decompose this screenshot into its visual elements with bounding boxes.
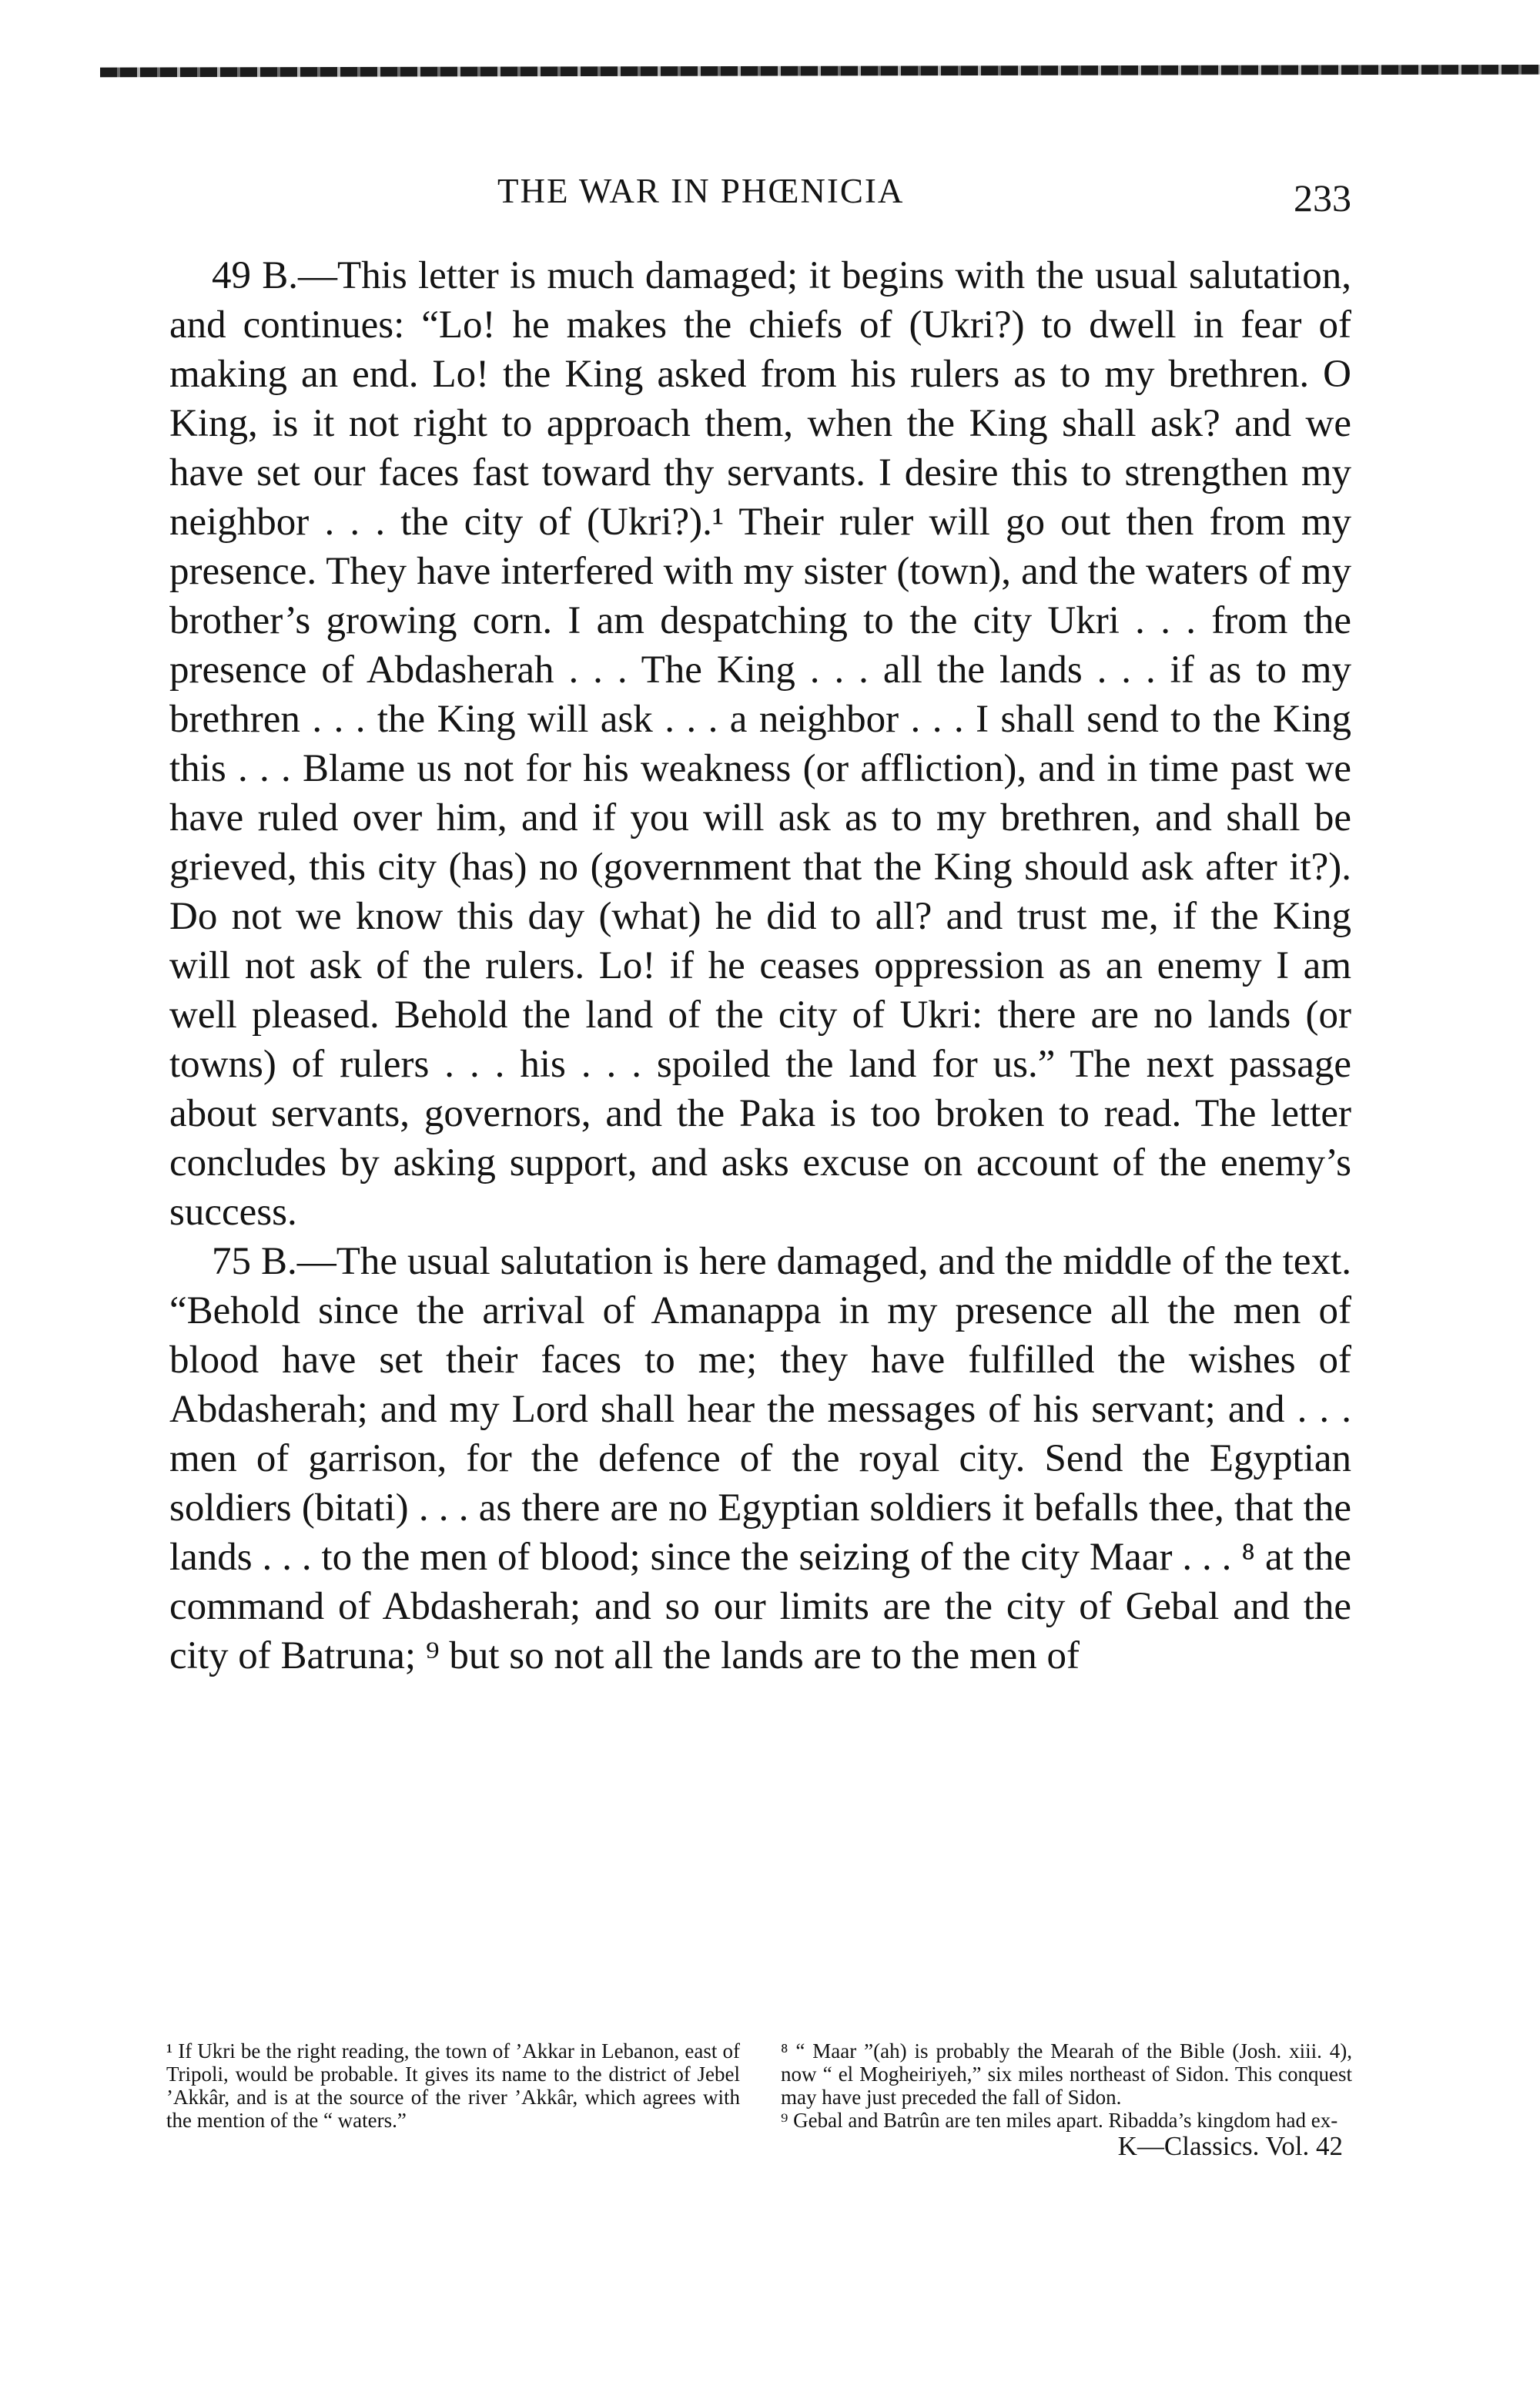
signature-mark: K—Classics. Vol. 42 — [1117, 2131, 1343, 2161]
footnote-right-column — [781, 2039, 1352, 2161]
footnote-8: ⁸ “ Maar ”(ah) is probably the Mearah of the Bible (Josh. xiii. 4), now “ el Mogheiriyeh,” six miles northeast of Sidon. This conquest may have just preceded the fall of Sidon. — [781, 2039, 1352, 2109]
footnote-9: ⁹ Gebal and Batrûn are ten miles apart. Ribadda’s kingdom had ex- — [781, 2109, 1338, 2132]
page-number: 233 — [1294, 176, 1351, 219]
paragraph-49b: 49 B.—This letter is much damaged; it begins with the usual salutation, and continues: “Lo! he makes the chiefs of (Ukri?) to dwell in fear of making an end. Lo! the King asked from his rulers as to my brethren. O King, is it not right to approach them, when the King shall ask? and we have set our faces fast toward thy servants. I desire this to strengthen my neighbor . . . the city of (Ukri?).¹ Their ruler will go out then from my presence. They have interfered with my sister (town), and the waters of my brother’s growing corn. I am despatching to the city Ukri . . . from the presence of Abdasherah . . . The King . . . all the lands . . . if as to my brethren . . . the King will ask . . . a neighbor . . . I shall send to the King this . . . Blame us not for his weakness (or affliction), and in time past we have ruled over him, and if you will ask as to my brethren, and shall be grieved, this city (has) no (government that the King should ask after it?). Do not we know this day (what) he did to all? and trust me, if the King will not ask of the rulers. Lo! if he ceases oppression as an enemy I am well pleased. Behold the land of the city of Ukri: there are no lands (or towns) of rulers . . . his . . . spoiled the land for us.” The next passage about servants, governors, and the Paka is too broken to read. The letter concludes by asking support, and asks excuse on account of the enemy’s success. — [169, 254, 1351, 1234]
body-text — [169, 251, 1351, 1681]
paragraph-75b: 75 B.—The usual salutation is here damaged, and the middle of the text. “Behold since the arrival of Amanappa in my presence all the men of blood have set their faces to me; they have fulfilled the wishes of Abdasherah; and my Lord shall hear the messages of his servant; and . . . men of garrison, for the defence of the royal city. Send the Egyptian soldiers (bitati) . . . as there are no Egyptian soldiers it befalls thee, that the lands . . . to the men of blood; since the seizing of the city Maar . . . ⁸ at the command of Abdasherah; and so our limits are the city of Gebal and the city of Batruna; ⁹ but so not all the lands are to the men of — [169, 1240, 1351, 1677]
running-head — [169, 171, 1351, 225]
running-title: THE WAR IN PHŒNICIA — [497, 172, 905, 210]
scanned-page-edge — [100, 65, 1540, 79]
footnote-1: ¹ If Ukri be the right reading, the town of ’Akkar in Lebanon, east of Tripoli, would be probable. It gives its name to the district of Jebel ’Akkâr, and is at the source of the river ’Akkâr, which agrees with the mention of the “ waters.” — [166, 2039, 740, 2132]
footnote-left-column — [166, 2039, 740, 2132]
footnotes — [166, 2039, 1352, 2270]
